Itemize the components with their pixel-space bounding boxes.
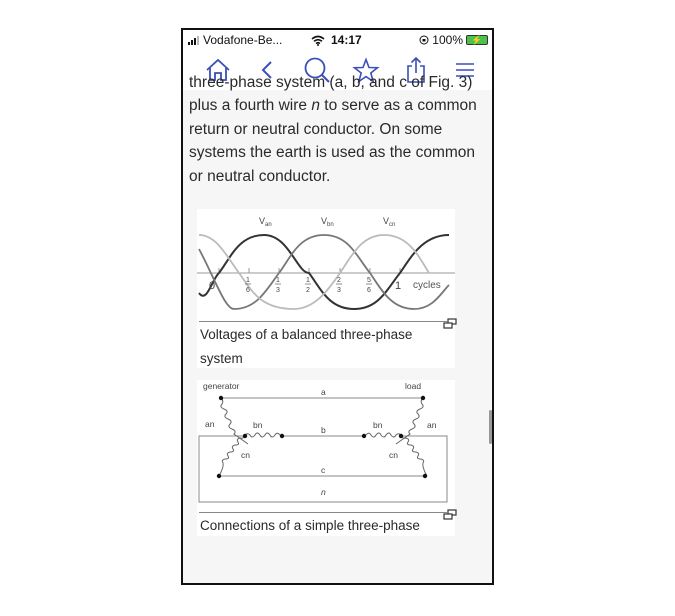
article-line: or neutral conductor.: [189, 167, 331, 185]
article-line-partial: three-phase system (a, b, and c of Fig. 3): [189, 74, 473, 91]
page-content: [183, 74, 492, 583]
svg-text:5: 5: [367, 277, 371, 284]
label-an-left: an: [205, 419, 215, 429]
label-bn-left: bn: [253, 420, 263, 430]
expand-icon[interactable]: [443, 318, 457, 329]
figure-connections: [197, 380, 455, 536]
svg-text:6: 6: [246, 287, 250, 294]
label-b: b: [321, 425, 326, 435]
orientation-lock-icon: [419, 35, 429, 45]
figure-caption: Voltages of a balanced three-phase system: [200, 327, 413, 366]
expand-icon[interactable]: [443, 509, 457, 520]
svg-text:1: 1: [246, 277, 250, 284]
label-a: a: [321, 387, 326, 397]
wifi-icon: [311, 35, 325, 46]
svg-text:3: 3: [337, 287, 341, 294]
article-line: plus a fourth wire n to serve as a common: [189, 97, 477, 114]
label-vbn: $V_{bn}$: [321, 216, 334, 228]
label-van: $V_{an}$: [259, 216, 272, 228]
label-load: load: [405, 381, 422, 391]
status-bar: [183, 30, 492, 50]
svg-text:3: 3: [276, 287, 280, 294]
label-cn-right: cn: [389, 450, 398, 460]
label-bn-right: bn: [373, 420, 383, 430]
label-c: c: [321, 465, 326, 475]
battery-percent: 100%: [432, 33, 463, 47]
tick-1: 1: [395, 280, 402, 292]
svg-text:1: 1: [306, 277, 310, 284]
figure-voltages: [197, 209, 455, 368]
svg-text:2: 2: [306, 287, 310, 294]
clock: 14:17: [331, 33, 362, 47]
axis-unit: cycles: [413, 280, 441, 291]
signal-icon: [188, 35, 199, 45]
article-line: return or neutral conductor. On some: [189, 120, 443, 138]
carrier-name: Vodafone-Be...: [203, 33, 283, 47]
label-n: n: [321, 487, 326, 497]
article-line: systems the earth is used as the common: [189, 144, 476, 161]
phone-screen: [181, 28, 494, 585]
figure-caption: Connections of a simple three-phase: [200, 518, 420, 533]
article-paragraph: [189, 74, 487, 188]
label-generator: generator: [203, 381, 240, 391]
label-cn-left: cn: [241, 450, 250, 460]
label-vcn: $V_{cn}$: [383, 216, 396, 228]
svg-text:2: 2: [337, 277, 341, 284]
caption-divider: [199, 512, 447, 513]
label-an-right: an: [427, 420, 437, 430]
three-phase-waveform-chart: [197, 209, 455, 319]
battery-charging-icon: ⚡: [466, 35, 488, 45]
vertical-scrollbar[interactable]: [489, 410, 492, 444]
tick-0: 0: [209, 280, 216, 292]
three-phase-connection-diagram: [197, 380, 455, 505]
svg-text:6: 6: [367, 287, 371, 294]
svg-text:1: 1: [276, 277, 280, 284]
caption-divider: [199, 321, 447, 322]
